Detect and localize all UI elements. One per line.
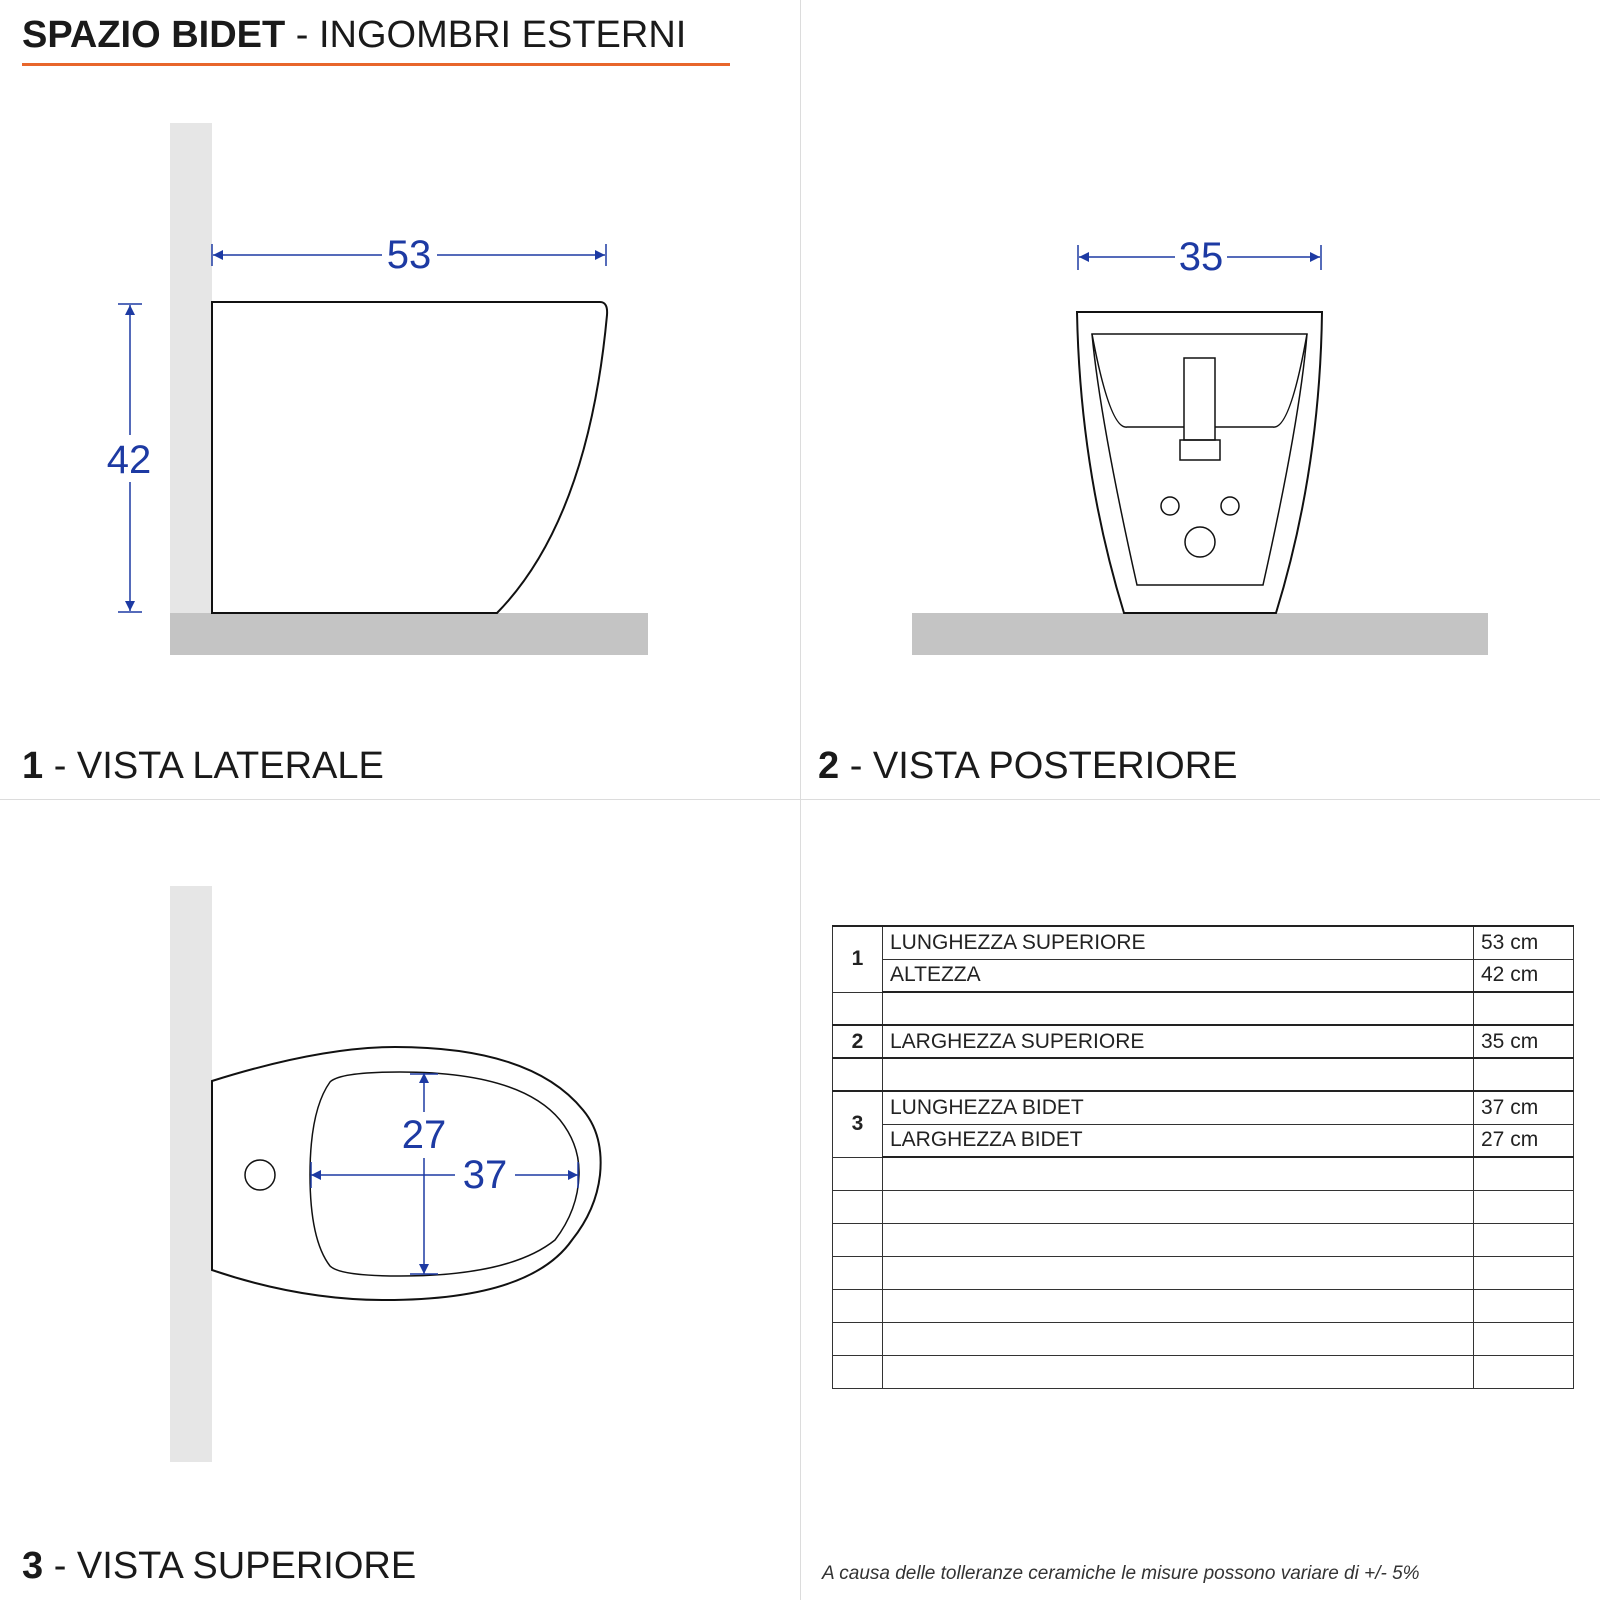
- empty-cell: [833, 1190, 883, 1223]
- group-number: 1: [833, 926, 883, 992]
- dim-label-27: 27: [401, 1113, 447, 1157]
- dimensions-table: [832, 925, 1574, 1389]
- table-row: [833, 959, 1574, 992]
- row-value: 27 cm: [1474, 1124, 1574, 1157]
- bidet-rear-outline: [1077, 312, 1322, 613]
- empty-cell: [883, 1223, 1474, 1256]
- empty-cell: [833, 1355, 883, 1388]
- empty-cell: [833, 1322, 883, 1355]
- row-label: [883, 1058, 1474, 1091]
- view-label-text: - VISTA SUPERIORE: [43, 1545, 417, 1587]
- floor: [170, 613, 648, 655]
- empty-rows: [833, 1157, 1574, 1388]
- table-row-empty: [833, 1223, 1574, 1256]
- table-row: [833, 1091, 1574, 1124]
- table-row-empty: [833, 1157, 1574, 1190]
- row-label: [883, 992, 1474, 1025]
- wall: [170, 123, 212, 613]
- bidet-top-basin: [310, 1072, 579, 1276]
- view-label-side: [22, 745, 384, 788]
- row-label: LUNGHEZZA BIDET: [883, 1091, 1474, 1124]
- row-value: [1474, 992, 1574, 1025]
- table-row: [833, 1124, 1574, 1157]
- table-row-empty: [833, 1190, 1574, 1223]
- empty-cell: [1474, 1190, 1574, 1223]
- row-value: 42 cm: [1474, 959, 1574, 992]
- empty-cell: [883, 1256, 1474, 1289]
- rear-view-drawing: [912, 235, 1488, 655]
- row-label: LARGHEZZA SUPERIORE: [883, 1025, 1474, 1058]
- table-row: [833, 1058, 1574, 1091]
- group-number: 2: [833, 1025, 883, 1058]
- empty-cell: [833, 1223, 883, 1256]
- drain-pipe: [1184, 358, 1215, 440]
- wall: [170, 886, 212, 1462]
- empty-cell: [1474, 1289, 1574, 1322]
- empty-cell: [883, 1322, 1474, 1355]
- empty-cell: [883, 1190, 1474, 1223]
- empty-cell: [883, 1157, 1474, 1190]
- row-value: 35 cm: [1474, 1025, 1574, 1058]
- top-view-drawing: [170, 886, 601, 1462]
- empty-cell: [833, 1157, 883, 1190]
- empty-cell: [1474, 1157, 1574, 1190]
- dim-width-35: [1078, 235, 1321, 279]
- empty-cell: [1474, 1223, 1574, 1256]
- tolerance-footnote: A causa delle tolleranze ceramiche le misure possono variare di +/- 5%: [822, 1563, 1420, 1584]
- dim-label-42: 42: [106, 438, 152, 482]
- empty-cell: [1474, 1322, 1574, 1355]
- table-row-empty: [833, 1355, 1574, 1388]
- group-number: [833, 1058, 883, 1091]
- row-value: [1474, 1058, 1574, 1091]
- table-row: [833, 992, 1574, 1025]
- side-view-drawing: [107, 123, 648, 655]
- table-row: [833, 1025, 1574, 1058]
- table-row-empty: [833, 1322, 1574, 1355]
- empty-cell: [1474, 1256, 1574, 1289]
- row-label: LUNGHEZZA SUPERIORE: [883, 926, 1474, 959]
- drain-hole: [1185, 527, 1215, 557]
- view-number: 2: [818, 745, 840, 787]
- floor: [912, 613, 1488, 655]
- group-number: 3: [833, 1091, 883, 1157]
- dim-height-42: [107, 304, 152, 612]
- table-row: [833, 926, 1574, 959]
- fixing-hole-right: [1221, 497, 1239, 515]
- row-label: ALTEZZA: [883, 959, 1474, 992]
- view-label-top: [22, 1545, 416, 1588]
- dim-length-53: [212, 233, 606, 277]
- view-label-text: - VISTA LATERALE: [43, 745, 384, 787]
- view-label-text: - VISTA POSTERIORE: [839, 745, 1238, 787]
- row-value: 37 cm: [1474, 1091, 1574, 1124]
- page-title-rest: - INGOMBRI ESTERNI: [285, 14, 687, 56]
- empty-cell: [883, 1289, 1474, 1322]
- dim-label-53: 53: [386, 233, 432, 277]
- table-row-empty: [833, 1256, 1574, 1289]
- empty-cell: [833, 1256, 883, 1289]
- bidet-side-outline: [212, 302, 607, 613]
- fixing-hole-left: [1161, 497, 1179, 515]
- view-label-rear: [818, 745, 1238, 788]
- page-title-bold: SPAZIO BIDET: [22, 14, 286, 56]
- group-number: [833, 992, 883, 1025]
- empty-cell: [833, 1289, 883, 1322]
- tap-hole: [245, 1160, 275, 1190]
- empty-cell: [1474, 1355, 1574, 1388]
- view-number: 3: [22, 1545, 44, 1587]
- empty-cell: [883, 1355, 1474, 1388]
- table-row-empty: [833, 1289, 1574, 1322]
- row-label: LARGHEZZA BIDET: [883, 1124, 1474, 1157]
- dim-label-35: 35: [1178, 235, 1224, 279]
- row-value: 53 cm: [1474, 926, 1574, 959]
- dim-label-37: 37: [462, 1153, 508, 1197]
- view-number: 1: [22, 745, 44, 787]
